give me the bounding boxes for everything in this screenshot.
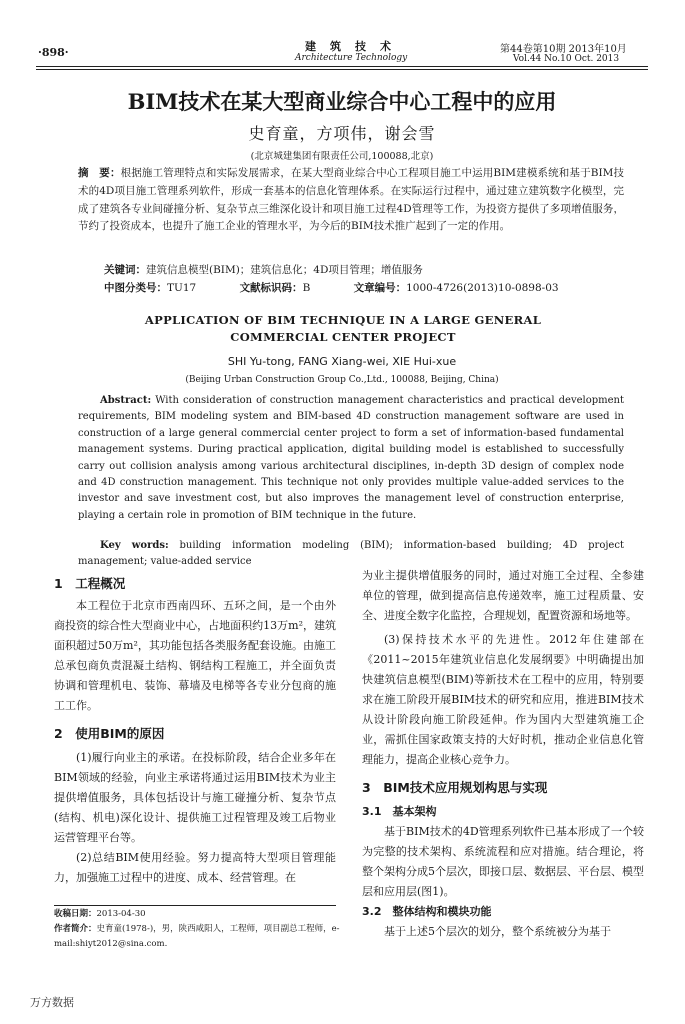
watermark: 万方数据 <box>30 996 74 1009</box>
section-2-heading: 2 使用BIM的原因 <box>54 726 165 741</box>
abstract-en-text: With consideration of construction management characteristics and practical development requirements, BIM modeling system and BIM-based 4D construction management software are used in construction of a large general commercial center project to form a set of information-based fundamental management systems. During practical application, digital building model is established to successfully carry out collision analysis among various architectural disciplines, in-depth 3D design of complex node and 4D construction management. This technique not only provides multiple value-added services to the investor and save investment cost, but also improves the management level of construction enterprise, playing a certain role in promotion of BIM technique in the future. <box>78 395 624 521</box>
section-3-heading: 3 BIM技术应用规划构思与实现 <box>362 780 548 795</box>
doc-code-value: B <box>302 282 311 294</box>
page-number: ·898· <box>38 46 69 59</box>
authors-en: SHI Yu-tong, FANG Xiang-wei, XIE Hui-xue <box>227 355 457 368</box>
section-2-paragraph-2-continued: 为业主提供增值服务的同时，通过对施工全过程、全参建单位的管理，做到提高信息传递效率，施工过程质量、安全、进度全数字化监控，合理规划，配置资源和场地等。 <box>362 569 644 622</box>
section-1-paragraph: 本工程位于北京市西南四环、五环之间，是一个由外商投资的综合性大型商业中心，占地面积约13万m²，建筑面积超过50万m²，其功能包括各类服务配套设施。由施工总承包商负责混凝土结构、钢结构工程施工，并全面负责协调和管理机电、装饰、幕墙及电梯等各专业分包商的施工工作。 <box>54 599 336 712</box>
keywords-cn <box>104 262 624 277</box>
section-3-2-paragraph: 基于上述5个层次的划分，整个系统被分为基于 <box>384 925 611 938</box>
section-3-2-heading: 3.2 整体结构和模块功能 <box>362 905 492 918</box>
keywords-cn-text: 建筑信息模型(BIM)；建筑信息化；4D项目管理；增值服务 <box>146 264 423 276</box>
keywords-cn-label: 关键词： <box>104 264 146 276</box>
header-rule-thick <box>36 66 648 67</box>
header-rule-thin <box>36 69 648 70</box>
journal-name-en: Architecture Technology <box>295 53 408 63</box>
body-right-column <box>362 566 644 942</box>
journal-name-cn: 建筑技术 <box>305 40 405 53</box>
footnote-rule <box>54 905 336 906</box>
keywords-en-label: Key words: <box>100 540 169 551</box>
doc-code-label: 文献标识码： <box>239 282 303 294</box>
section-2-paragraph-1: (1)履行向业主的承诺。在投标阶段，结合企业多年在BIM领域的经验，向业主承诺将通过运用BIM技术为业主提供增值服务，具体包括设计与施工碰撞分析、复杂节点(结构、机电)深化设计、提供施工过程管理及竣工后物业运营管理平台等。 <box>54 751 336 844</box>
article-number-label: 文章编号： <box>353 282 407 294</box>
received-label: 收稿日期： <box>54 909 97 919</box>
section-3-1-paragraph: 基于BIM技术的4D管理系列软件已基本形成了一个较为完整的技术架构、系统流程和应对措施。结合理论，将整个架构分成5个层次，即接口层、数据层、平台层、模型层和应用层(图1)。 <box>362 825 644 898</box>
abstract-cn-label: 摘 要： <box>78 167 121 179</box>
clc-label: 中图分类号： <box>104 282 167 294</box>
authors-cn: 史育童，方项伟，谢会雪 <box>248 124 436 143</box>
footnote <box>54 907 344 952</box>
abstract-cn <box>78 165 624 236</box>
section-2-paragraph-3: (3)保持技术水平的先进性。2012年住建部在《2011~2015年建筑业信息化发展纲要》中明确提出加快建筑信息模型(BIM)等新技术在工程中的应用，特别要求在施工阶段开展BIM技术的研究和应用，推进BIM技术从设计阶段向施工阶段延伸。作为国内大型建筑施工企业，需抓住国家政策支持的大好时机，推动企业信息化管理能力，提高企业核心竞争力。 <box>362 633 644 766</box>
section-2-paragraph-2: (2)总结BIM使用经验。努力提高特大型项目管理能力，加强施工过程中的进度、成本、经营管理。在 <box>54 851 336 884</box>
clc-value: TU17 <box>167 282 197 294</box>
footnote-received <box>54 907 344 922</box>
paper-title-cn: BIM技术在某大型商业综合中心工程中的应用 <box>127 89 557 114</box>
issue-info-cn: 第44卷第10期 2013年10月 <box>500 44 627 55</box>
paper-title-en: APPLICATION OF BIM TECHNIQUE IN A LARGE GENERAL COMMERCIAL CENTER PROJECT <box>144 313 542 344</box>
article-number-value: 1000-4726(2013)10-0898-03 <box>406 282 559 294</box>
author-bio-value: 史育童(1978-)，男，陕西咸阳人，工程师，项目副总工程师，e-mail:shiyt2012@sina.com. <box>54 924 340 949</box>
section-1-heading: 1 工程概况 <box>54 576 126 591</box>
section-3-1-heading: 3.1 基本架构 <box>362 805 437 818</box>
received-value: 2013-04-30 <box>96 909 146 919</box>
issue-info-en: Vol.44 No.10 Oct. 2013 <box>513 54 620 64</box>
author-bio-label: 作者简介： <box>54 924 97 934</box>
body-left-column <box>54 574 336 888</box>
affiliation-en: (Beijing Urban Construction Group Co.,Ltd., 100088, Beijing, China) <box>185 375 499 385</box>
abstract-en-label: Abstract: <box>100 395 152 406</box>
classification-line <box>104 280 599 295</box>
affiliation-cn: (北京城建集团有限责任公司,100088,北京) <box>250 151 434 162</box>
abstract-cn-text: 根据施工管理特点和实际发展需求，在某大型商业综合中心工程项目施工中运用BIM建模系统和基于BIM技术的4D项目施工管理系列软件，形成一套基本的信息化管理体系。在实际运行过程中，通过建立建筑数字化模型，完成了建筑各专业间碰撞分析、复杂节点三维深化设计和项目施工过程4D管理等工作，为投资方提供了多项增值服务，节约了投资成本，也提升了施工企业的管理水平，为今后的BIM技术推广起到了一定的作用。 <box>78 167 624 233</box>
footnote-author <box>54 922 344 952</box>
abstract-en <box>78 393 624 524</box>
keywords-en-text: building information modeling (BIM); information-based building; 4D project management; value-added service <box>78 540 624 568</box>
